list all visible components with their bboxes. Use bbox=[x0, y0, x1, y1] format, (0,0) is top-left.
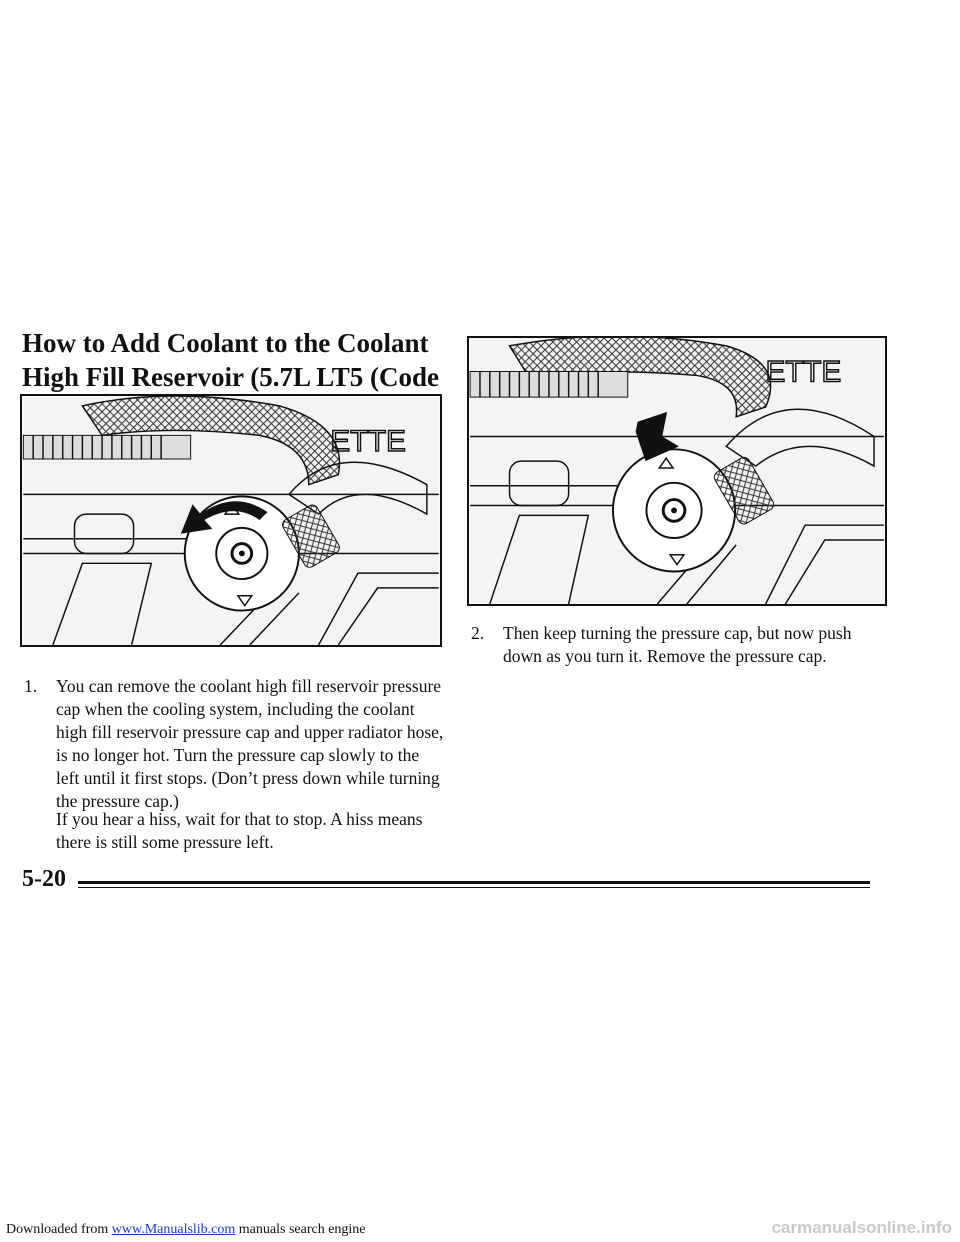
engine-illustration-left bbox=[22, 396, 440, 645]
manualslib-link[interactable]: www.Manualslib.com bbox=[111, 1222, 236, 1237]
figure-turn-cap-left bbox=[20, 394, 442, 647]
step-1 bbox=[24, 675, 444, 813]
step-1-text: You can remove the coolant high fill reservoir pressure cap when the cooling system, including the coolant high fill reservoir pressure cap and upper radiator hose, is no longer hot. Turn the pressure cap slowly to the left until it first stops. (Don’t press down while turning the pressure cap.) bbox=[56, 676, 444, 811]
download-suffix: manuals search engine bbox=[238, 1222, 366, 1237]
download-credit bbox=[6, 1222, 366, 1238]
step-2-text: Then keep turning the pressure cap, but now push down as you turn it. Remove the pressure cap. bbox=[503, 623, 852, 666]
section-heading: How to Add Coolant to the Coolant High Fill Reservoir (5.7L LT5 (Code bbox=[22, 328, 440, 392]
watermark: carmanualsonline.info bbox=[771, 1218, 952, 1237]
figure-push-cap-down bbox=[467, 336, 887, 606]
step-2-number: 2. bbox=[471, 623, 485, 643]
step-2 bbox=[471, 622, 871, 668]
step-1-number: 1. bbox=[24, 676, 38, 696]
page-number: 5-20 bbox=[22, 866, 66, 892]
step-1-note: If you hear a hiss, wait for that to stop. A hiss means there is still some pressure left. bbox=[56, 809, 423, 852]
badge-text-left: ETTE bbox=[330, 425, 406, 459]
download-prefix: Downloaded from bbox=[6, 1222, 109, 1237]
badge-text-right: ETTE bbox=[765, 355, 842, 389]
footer-rule-thick bbox=[78, 881, 870, 884]
engine-illustration-right bbox=[469, 338, 885, 604]
footer-rule-thin bbox=[78, 887, 870, 888]
